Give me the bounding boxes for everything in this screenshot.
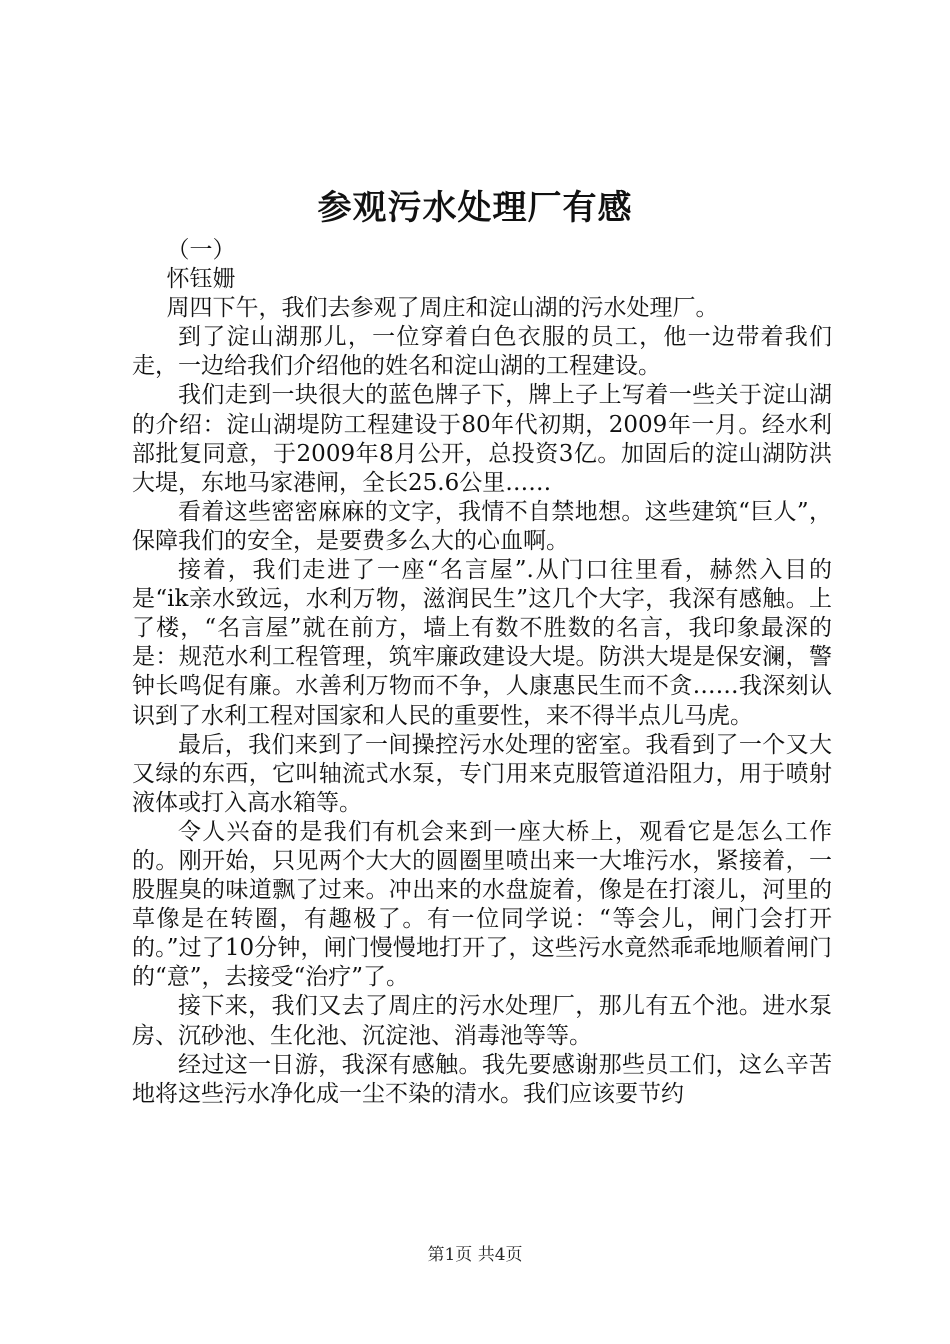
paragraph: 我们走到一块很大的蓝色牌子下，牌上子上写着一些关于淀山湖的介绍：淀山湖堤防工程建设于80年代初期，2009年一月。经水利部批复同意，于2009年8月公开，总投资3亿。加固后的淀山湖防洪大堤，东地马家港闸，全长25.6公里…… (132, 382, 832, 496)
author-name: 怀钰姗 (166, 266, 236, 293)
page-footer: 第1页 共4页 (427, 1245, 523, 1265)
paragraph: 经过这一日游，我深有感触。我先要感谢那些员工们，这么辛苦地将这些污水净化成一尘不染的清水。我们应该要节约 (132, 1051, 832, 1107)
paragraph: 到了淀山湖那儿，一位穿着白色衣服的员工，他一边带着我们走，一边给我们介绍他的姓名和淀山湖的工程建设。 (132, 324, 832, 380)
paragraph: 周四下午，我们去参观了周庄和淀山湖的污水处理厂。 (166, 295, 719, 322)
paragraph: 接下来，我们又去了周庄的污水处理厂，那儿有五个池。进水泵房、沉砂池、生化池、沉淀池、消毒池等等。 (132, 993, 832, 1049)
section-number: （一） (166, 237, 236, 263)
paragraph: 看着这些密密麻麻的文字，我情不自禁地想。这些建筑“巨人”，保障我们的安全，是要费多么大的心血啊。 (132, 498, 832, 554)
document-body (132, 236, 832, 1109)
paragraph: 令人兴奋的是我们有机会来到一座大桥上，观看它是怎么工作的。刚开始，只见两个大大的圆圈里喷出来一大堆污水，紧接着，一股腥臭的味道飘了过来。冲出来的水盘旋着，像是在打滚儿，河里的草像是在转圈，有趣极了。有一位同学说：“等会儿，闸门会打开的。”过了10分钟，闸门慢慢地打开了，这些污水竟然乖乖地顺着闸门的“意”，去接受“治疗”了。 (132, 818, 832, 991)
document-title: 参观污水处理厂有感 (317, 188, 633, 228)
paragraph: 接着，我们走进了一座“名言屋”.从门口往里看，赫然入目的是“ik亲水致远，水利万物，滋润民生”这几个大字，我深有感触。上了楼，“名言屋”就在前方，墙上有数不胜数的名言，我印象最深的是：规范水利工程管理，筑牢廉政建设大堤。防洪大堤是保安澜，警钟长鸣促有廉。水善利万物而不争，人康惠民生而不贪……我深刻认识到了水利工程对国家和人民的重要性，来不得半点儿马虎。 (132, 557, 832, 729)
paragraph: 最后，我们来到了一间操控污水处理的密室。我看到了一个又大又绿的东西，它叫轴流式水泵，专门用来克服管道沿阻力，用于喷射液体或打入高水箱等。 (132, 731, 832, 816)
